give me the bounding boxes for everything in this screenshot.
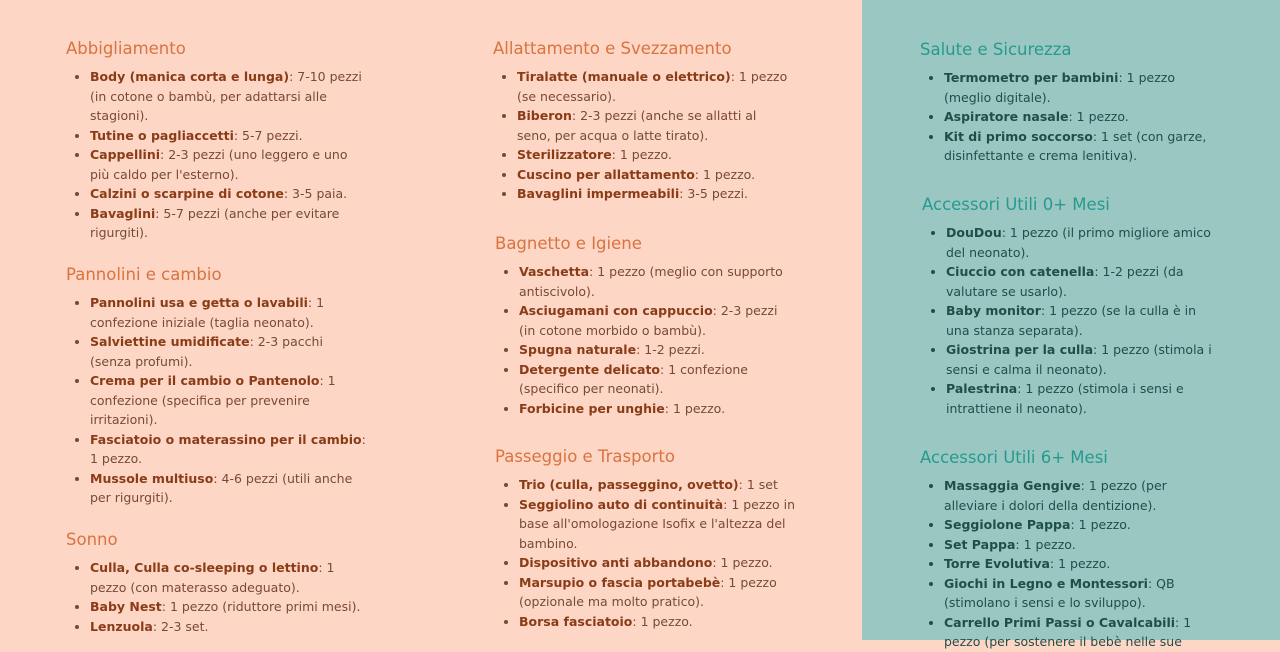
list-item: Vaschetta: 1 pezzo (meglio con supporto antiscivolo). (519, 262, 795, 301)
section-title: Accessori Utili 0+ Mesi (922, 195, 1110, 214)
list-item: Torre Evolutiva: 1 pezzo. (944, 554, 1220, 574)
list-item: Sterilizzatore: 1 pezzo. (517, 145, 793, 165)
list-item: Ciuccio con catenella: 1-2 pezzi (da valutare se usarlo). (946, 262, 1212, 301)
list-item: Detergente delicato: 1 confezione (specifico per neonati). (519, 360, 795, 399)
list-item: Cuscino per allattamento: 1 pezzo. (517, 165, 793, 185)
list-item: Giostrina per la culla: 1 pezzo (stimola i sensi e calma il neonato). (946, 340, 1212, 379)
section-title: Allattamento e Svezzamento (493, 39, 732, 58)
list-item: Marsupio o fascia portabebè: 1 pezzo (opzionale ma molto pratico). (519, 573, 795, 612)
list-item: Lenzuola: 2-3 set. (90, 617, 366, 637)
section-title: Sonno (66, 530, 118, 549)
list-item: Seggiolino auto di continuità: 1 pezzo in base all'omologazione Isofix e l'altezza del bambino. (519, 495, 795, 554)
list-item: Fasciatoio o materassino per il cambio: 1 pezzo. (90, 430, 366, 469)
list-item: Bavaglini impermeabili: 3-5 pezzi. (517, 184, 793, 204)
item-list (920, 68, 1220, 166)
list-item: Asciugamani con cappuccio: 2-3 pezzi (in cotone morbido o bambù). (519, 301, 795, 340)
list-item: Tiralatte (manuale o elettrico): 1 pezzo (se necessario). (517, 67, 793, 106)
section-title: Pannolini e cambio (66, 265, 222, 284)
list-item: Forbicine per unghie: 1 pezzo. (519, 399, 795, 419)
section-title: Bagnetto e Igiene (495, 234, 642, 253)
list-item: Body (manica corta e lunga): 7-10 pezzi (in cotone o bambù, per adattarsi alle stagioni). (90, 67, 366, 126)
list-item: Bavaglini: 5-7 pezzi (anche per evitare rigurgiti). (90, 204, 366, 243)
list-item: Crema per il cambio o Pantenolo: 1 confezione (specifica per prevenire irritazioni). (90, 371, 366, 430)
list-item: Palestrina: 1 pezzo (stimola i sensi e intrattiene il neonato). (946, 379, 1212, 418)
list-item: Culla, Culla co-sleeping o lettino: 1 pezzo (con materasso adeguato). (90, 558, 366, 597)
list-item: Seggiolone Pappa: 1 pezzo. (944, 515, 1220, 535)
list-item: Termometro per bambini: 1 pezzo (meglio digitale). (944, 68, 1220, 107)
list-item: Cappellini: 2-3 pezzi (uno leggero e uno più caldo per l'esterno). (90, 145, 366, 184)
section-allattamento (493, 38, 793, 204)
list-item: Massaggia Gengive: 1 pezzo (per alleviare i dolori della dentizione). (944, 476, 1220, 515)
list-item: Set Pappa: 1 pezzo. (944, 535, 1220, 555)
item-list (495, 262, 795, 418)
item-list (920, 476, 1220, 652)
section-title: Salute e Sicurezza (920, 40, 1072, 59)
section-title: Accessori Utili 6+ Mesi (920, 448, 1108, 467)
section-abbigliamento (66, 38, 366, 243)
section-accessori-0 (922, 194, 1212, 418)
list-item: Pannolini usa e getta o lavabili: 1 confezione iniziale (taglia neonato). (90, 293, 366, 332)
list-item: Salviettine umidificate: 2-3 pacchi (senza profumi). (90, 332, 366, 371)
list-item: Mussole multiuso: 4-6 pezzi (utili anche per rigurgiti). (90, 469, 366, 508)
list-item: Tutine o pagliaccetti: 5-7 pezzi. (90, 126, 366, 146)
list-item: Baby monitor: 1 pezzo (se la culla è in una stanza separata). (946, 301, 1212, 340)
list-item: Spugna naturale: 1-2 pezzi. (519, 340, 795, 360)
section-accessori-6 (920, 447, 1220, 652)
section-passeggio (495, 446, 795, 631)
list-item: Kit di primo soccorso: 1 set (con garze, disinfettante e crema lenitiva). (944, 127, 1220, 166)
section-bagnetto (495, 233, 795, 418)
item-list (922, 223, 1212, 418)
item-list (66, 67, 366, 243)
list-item: Giochi in Legno e Montessori: QB (stimolano i sensi e lo sviluppo). (944, 574, 1220, 613)
section-salute (920, 39, 1220, 166)
list-item: DouDou: 1 pezzo (il primo migliore amico del neonato). (946, 223, 1212, 262)
item-list (495, 475, 795, 631)
list-item: Dispositivo anti abbandono: 1 pezzo. (519, 553, 795, 573)
item-list (66, 293, 366, 508)
list-item: Aspiratore nasale: 1 pezzo. (944, 107, 1220, 127)
list-item: Calzini o scarpine di cotone: 3-5 paia. (90, 184, 366, 204)
list-item: Trio (culla, passeggino, ovetto): 1 set (519, 475, 795, 495)
list-item: Baby Nest: 1 pezzo (riduttore primi mesi). (90, 597, 366, 617)
list-item: Borsa fasciatoio: 1 pezzo. (519, 612, 795, 632)
section-title: Abbigliamento (66, 39, 186, 58)
item-list (66, 558, 366, 636)
section-pannolini (66, 264, 366, 508)
section-title: Passeggio e Trasporto (495, 447, 675, 466)
list-item: Carrello Primi Passi o Cavalcabili: 1 pezzo (per sostenere il bebè nelle sue (944, 613, 1220, 652)
section-sonno (66, 529, 366, 636)
list-item: Biberon: 2-3 pezzi (anche se allatti al seno, per acqua o latte tirato). (517, 106, 793, 145)
item-list (493, 67, 793, 204)
